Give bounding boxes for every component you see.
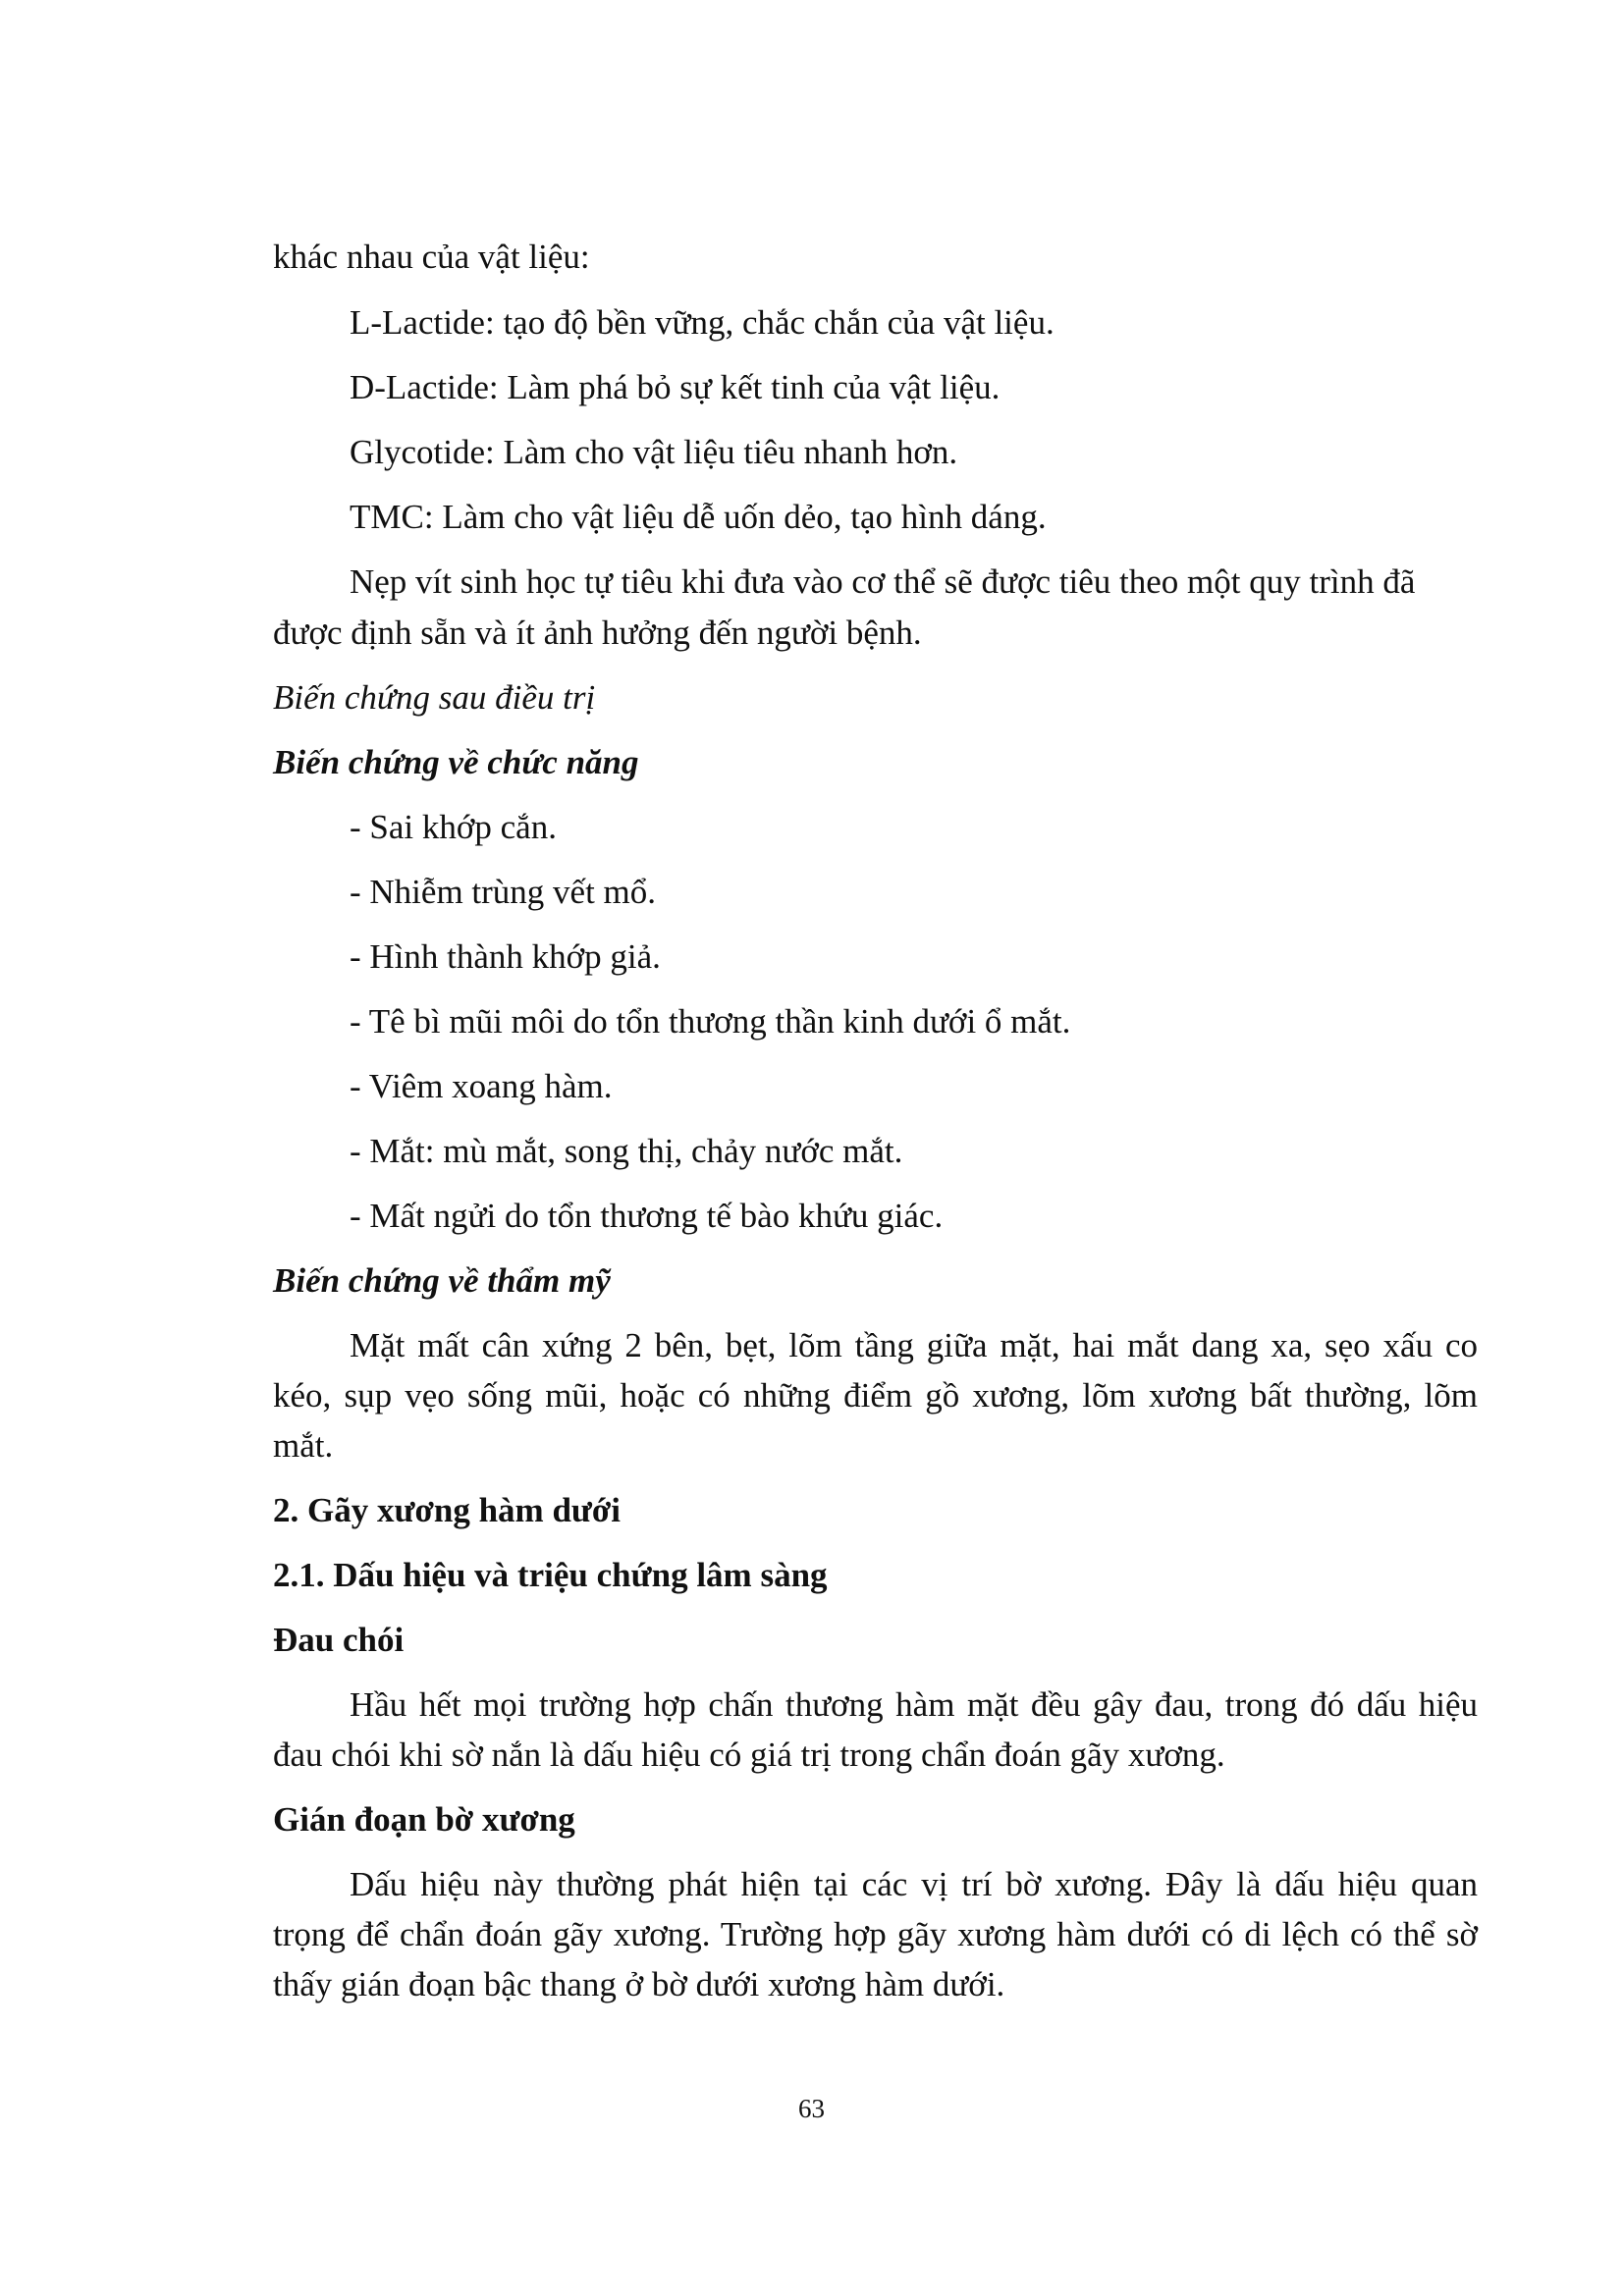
page-number: 63: [798, 2094, 825, 2123]
list-definition-line: D-Lactide: Làm phá bỏ sự kết tinh của vật liệu.: [350, 368, 1001, 406]
list-definition-line: Glycotide: Làm cho vật liệu tiêu nhanh hơn.: [350, 433, 958, 471]
list-item: - Viêm xoang hàm.: [350, 1067, 613, 1105]
paragraph-line: Nẹp vít sinh học tự tiêu khi đưa vào cơ thể sẽ được tiêu theo một quy trình đã: [350, 562, 1416, 601]
list-item: - Mắt: mù mắt, song thị, chảy nước mắt.: [350, 1132, 903, 1170]
list-definition-line: TMC: Làm cho vật liệu dễ uốn dẻo, tạo hình dáng.: [350, 498, 1047, 536]
subsection-heading: Biến chứng về thẩm mỹ: [273, 1261, 611, 1300]
body-text-line: khác nhau của vật liệu:: [273, 238, 590, 276]
paragraph-line: Mặt mất cân xứng 2 bên, bẹt, lõm tầng giữa mặt, hai mắt dang xa, sẹo xấu co: [350, 1326, 1478, 1364]
subsection-heading: Gián đoạn bờ xương: [273, 1800, 575, 1839]
paragraph-line: kéo, sụp vẹo sống mũi, hoặc có những điểm gồ xương, lõm xương bất thường, lõm: [273, 1376, 1478, 1415]
paragraph-line: đau chói khi sờ nắn là dấu hiệu có giá trị trong chẩn đoán gãy xương.: [273, 1735, 1225, 1774]
section-heading: 2. Gãy xương hàm dưới: [273, 1491, 622, 1529]
section-heading: 2.1. Dấu hiệu và triệu chứng lâm sàng: [273, 1556, 828, 1594]
list-item: - Hình thành khớp giả.: [350, 937, 661, 976]
paragraph-line: Dấu hiệu này thường phát hiện tại các vị trí bờ xương. Đây là dấu hiệu quan: [350, 1865, 1478, 1903]
paragraph-line: thấy gián đoạn bậc thang ở bờ dưới xương hàm dưới.: [273, 1965, 1005, 2003]
paragraph-line: mắt.: [273, 1426, 334, 1465]
list-item: - Tê bì mũi môi do tổn thương thần kinh dưới ổ mắt.: [350, 1002, 1071, 1041]
paragraph-line: Hầu hết mọi trường hợp chấn thương hàm mặt đều gây đau, trong đó dấu hiệu: [350, 1685, 1478, 1724]
subsection-heading: Biến chứng về chức năng: [273, 743, 639, 781]
paragraph-line: trọng để chẩn đoán gãy xương. Trường hợp gãy xương hàm dưới có di lệch có thể sờ: [273, 1915, 1478, 1953]
list-item: - Sai khớp cắn.: [350, 808, 557, 846]
section-heading-italic: Biến chứng sau điều trị: [273, 678, 596, 717]
list-definition-line: L-Lactide: tạo độ bền vững, chắc chắn của vật liệu.: [350, 303, 1055, 342]
list-item: - Mất ngửi do tổn thương tế bào khứu giác.: [350, 1197, 944, 1235]
paragraph-line: được định sẵn và ít ảnh hưởng đến người bệnh.: [273, 614, 922, 652]
list-item: - Nhiễm trùng vết mổ.: [350, 873, 657, 911]
subsection-heading: Đau chói: [273, 1621, 405, 1659]
